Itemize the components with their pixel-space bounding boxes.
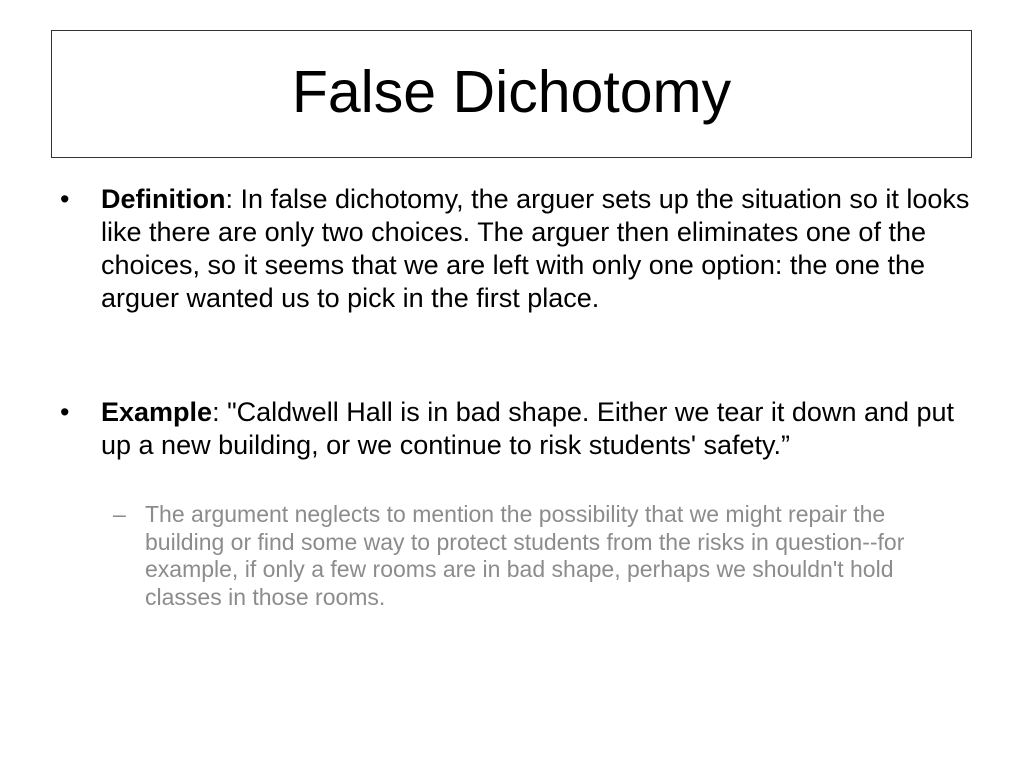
bullet-definition-text: : In false dichotomy, the arguer sets up the situation so it looks like there are only two choices. The arguer then eliminates one of the choices, so it seems that we are left with only one option: the one the arguer wanted us to pick in the first place.: [101, 184, 970, 313]
slide-title-box: [51, 30, 972, 158]
bullet-example-body: [101, 396, 971, 462]
sub-bullet-text: The argument neglects to mention the possibility that we might repair the building or find some way to protect students from the risks in question--for example, if only a few rooms are in bad shape, perhaps we shouldn't hold classes in those rooms.: [145, 501, 905, 610]
bullet-definition-label: Definition: [101, 184, 226, 214]
bullet-marker: •: [60, 397, 70, 427]
bullet-marker: •: [60, 184, 70, 214]
sub-bullet-marker: –: [113, 501, 126, 527]
bullet-definition-body: [101, 183, 971, 315]
bullet-example-text: : "Caldwell Hall is in bad shape. Either we tear it down and put up a new building, or we continue to risk students' safety.”: [101, 397, 955, 460]
bullet-example-label: Example: [101, 397, 213, 427]
slide-title: False Dichotomy: [291, 58, 732, 125]
